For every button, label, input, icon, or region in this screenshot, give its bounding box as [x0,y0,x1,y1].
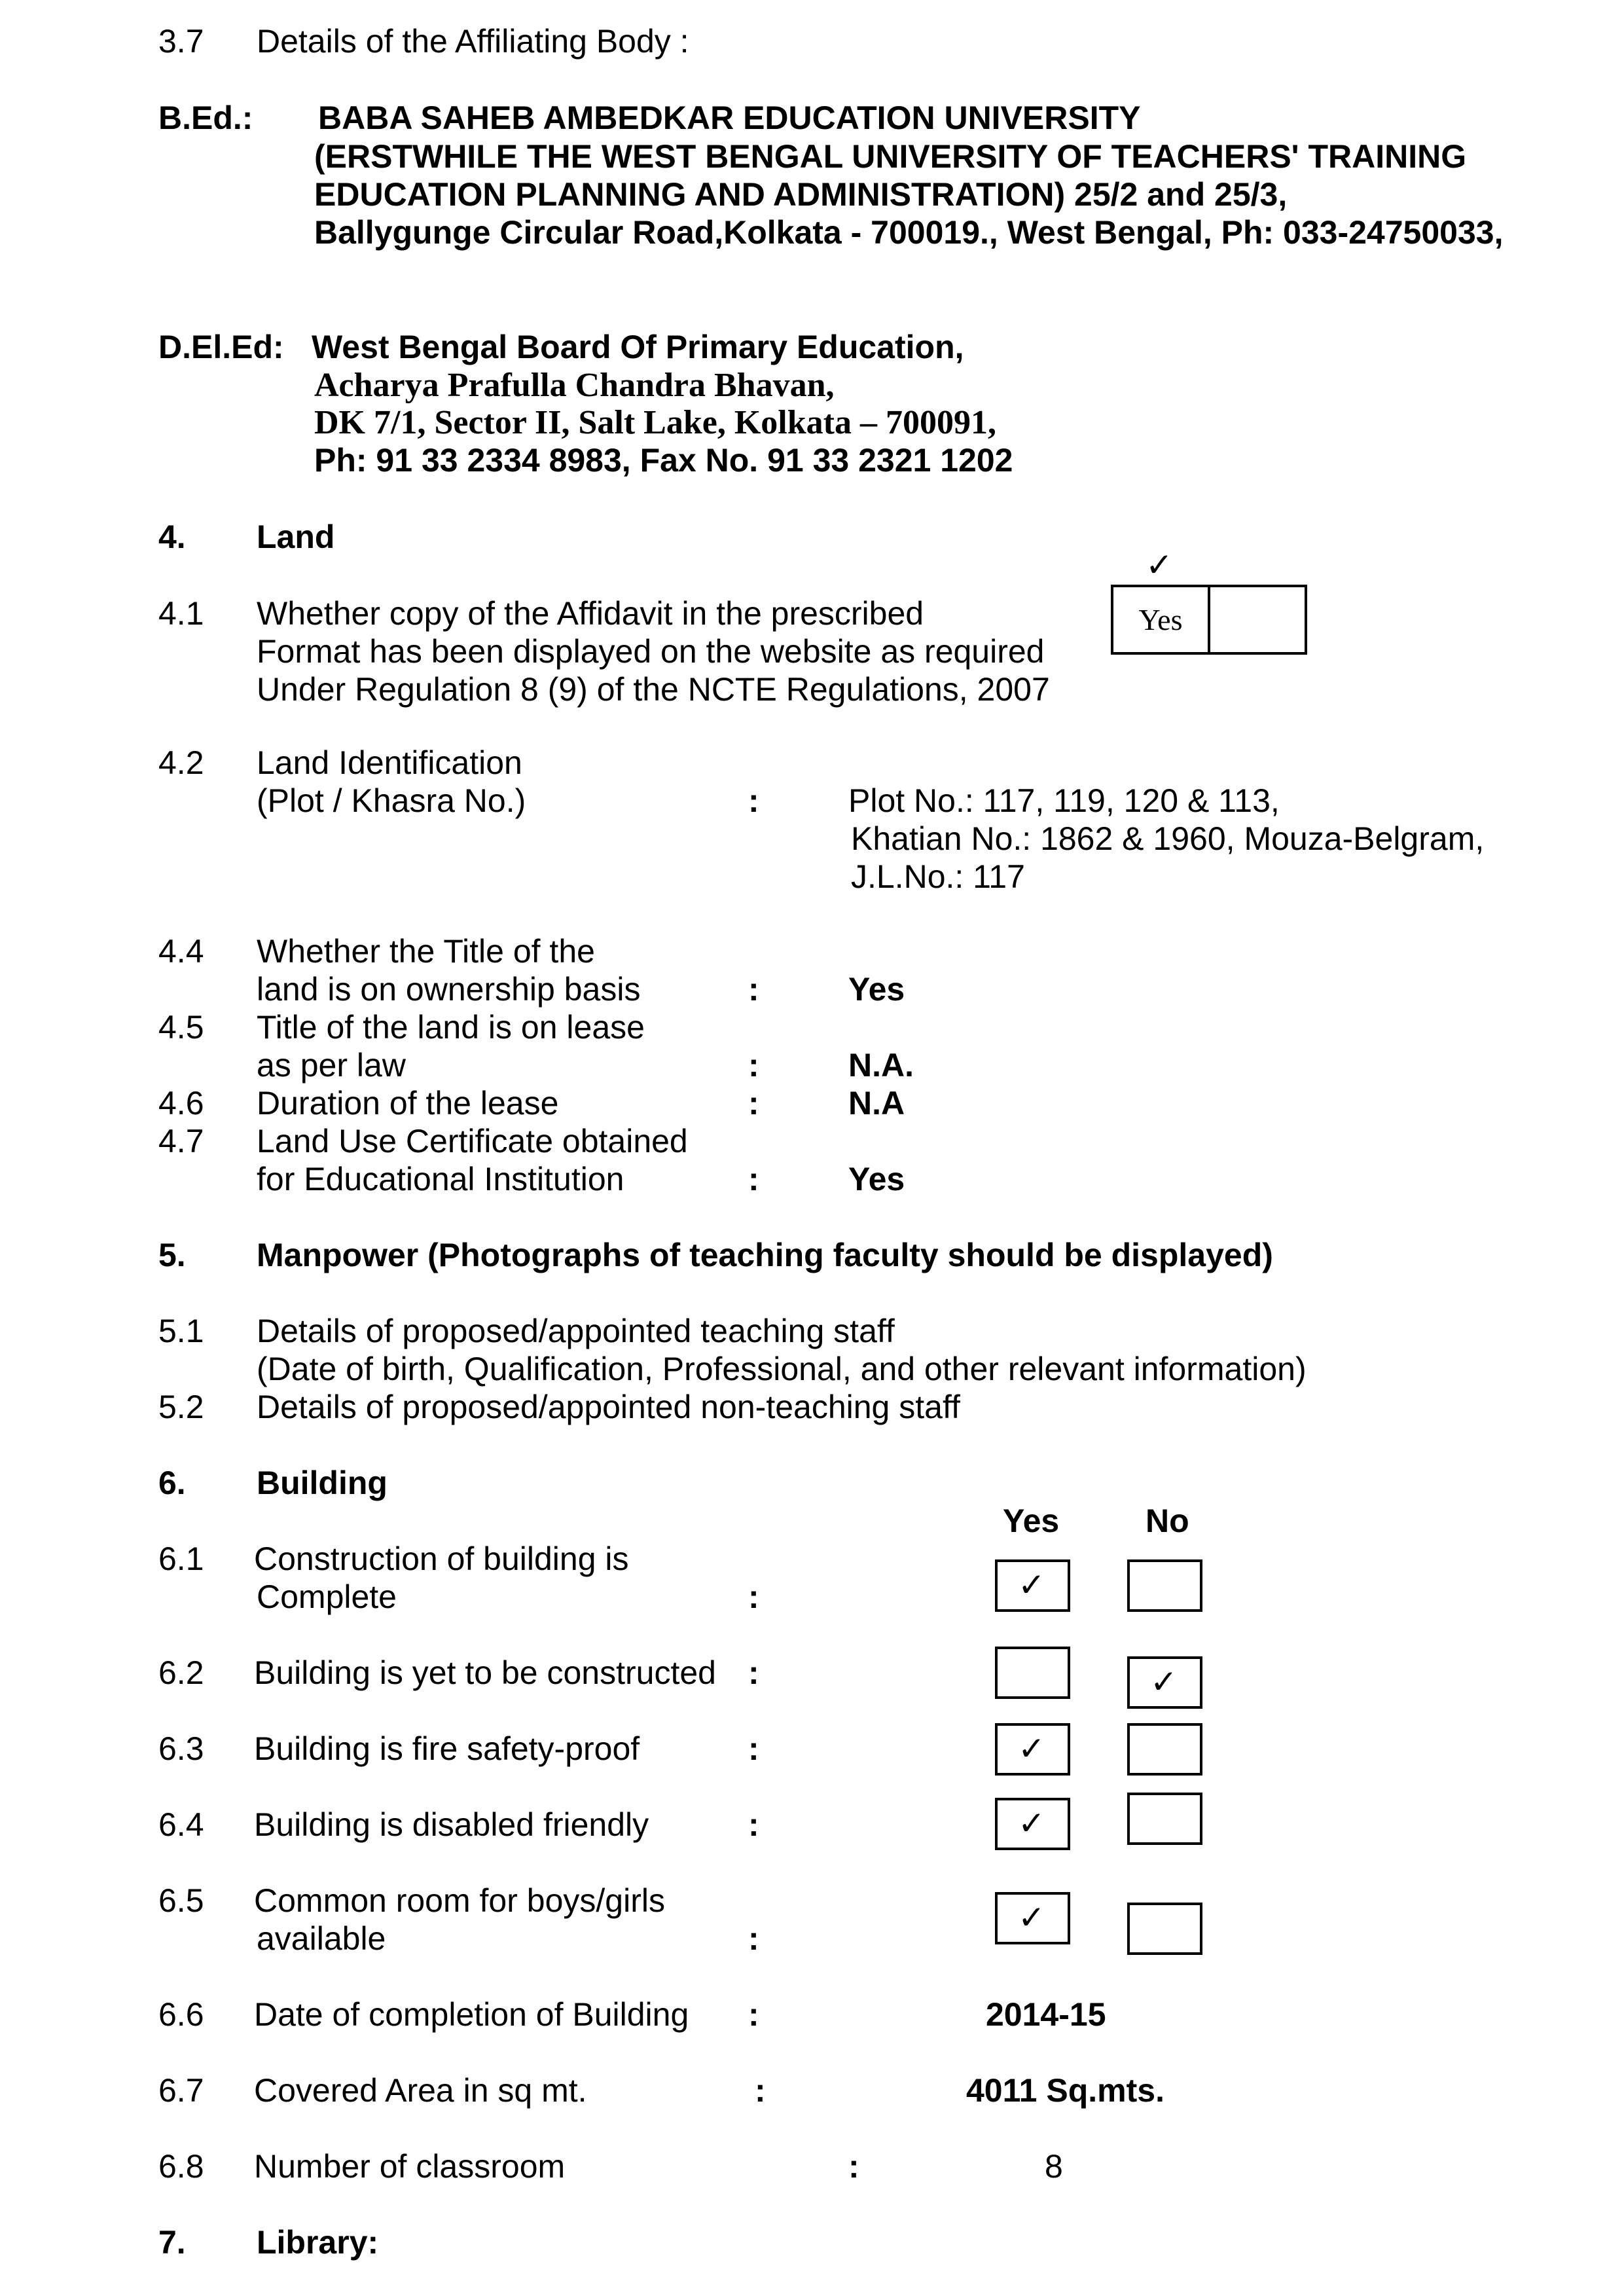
affidavit-yes-label: Yes [1138,603,1183,636]
plot-value-line: J.L.No.: 117 [851,858,1025,895]
section-5-1-line: Details of proposed/appointed teaching staff [257,1313,895,1349]
section-3-7-number: 3.7 [158,23,204,60]
section-6-title: Building [257,1465,388,1501]
section-4-7-colon: : [748,1161,759,1197]
section-6-8-label: Number of classroom [254,2148,566,2185]
section-6-1-line: Construction of building is [254,1540,629,1577]
section-7-number: 7. [158,2224,186,2261]
common-room-yes-check-icon: ✓ [1018,1899,1045,1937]
classroom-count-value: 8 [1045,2148,1063,2185]
building-no-header: No [1146,1503,1189,1539]
bed-address-line: BABA SAHEB AMBEDKAR EDUCATION UNIVERSITY [318,100,1141,136]
covered-area-value: 4011 Sq.mts. [966,2072,1164,2109]
section-4-1-line: Whether copy of the Affidavit in the prescribed [257,595,924,632]
common-room-no-checkbox [1127,1903,1202,1955]
plot-value-line: Plot No.: 117, 119, 120 & 113, [848,782,1280,819]
building-yes-header: Yes [1003,1503,1060,1539]
section-6-7-number: 6.7 [158,2072,204,2109]
bed-label: B.Ed.: [158,100,253,136]
section-6-4-number: 6.4 [158,1806,204,1843]
section-6-7-label: Covered Area in sq mt. [254,2072,587,2109]
bed-address-line: EDUCATION PLANNING AND ADMINISTRATION) 25/2 and 25/3, [314,176,1288,213]
section-6-5-number: 6.5 [158,1882,204,1919]
section-6-1-line: Complete [257,1578,397,1615]
section-4-1-line: Format has been displayed on the website as required [257,633,1045,670]
section-6-5-line: Common room for boys/girls [254,1882,665,1919]
plot-value-line: Khatian No.: 1862 & 1960, Mouza-Belgram, [851,820,1485,857]
section-4-4-line: land is on ownership basis [257,971,641,1008]
section-4-4-colon: : [748,971,759,1008]
section-6-5-colon: : [748,1920,759,1957]
section-4-7-number: 4.7 [158,1123,204,1159]
land-use-value: Yes [848,1161,905,1197]
deled-address-line: West Bengal Board Of Primary Education, [312,329,964,365]
deled-address-line: DK 7/1, Sector II, Salt Lake, Kolkata – 700091, [314,404,996,441]
section-4-4-number: 4.4 [158,933,204,970]
section-6-8-colon: : [848,2148,859,2185]
section-6-1-number: 6.1 [158,1540,204,1577]
affidavit-yes-box [1111,585,1307,655]
section-4-6-label: Duration of the lease [257,1085,559,1121]
section-4-6-colon: : [748,1085,759,1121]
section-6-6-label: Date of completion of Building [254,1996,689,2033]
section-4-5-colon: : [748,1047,759,1084]
section-4-2-colon: : [748,782,759,819]
section-4-number: 4. [158,519,186,555]
section-6-2-number: 6.2 [158,1654,204,1691]
section-4-5-line: as per law [257,1047,406,1084]
section-3-7-label: Details of the Affiliating Body : [257,23,689,60]
construction-complete-yes-check-icon: ✓ [1018,1566,1045,1604]
lease-value: N.A. [848,1047,914,1084]
section-4-2-number: 4.2 [158,744,204,781]
section-6-2-colon: : [748,1654,759,1691]
section-5-title: Manpower (Photographs of teaching faculty should be displayed) [257,1237,1273,1273]
disabled-friendly-yes-check-icon: ✓ [1018,1804,1045,1842]
section-4-6-number: 4.6 [158,1085,204,1121]
completion-date-value: 2014-15 [986,1996,1106,2033]
section-4-title: Land [257,519,335,555]
bed-address-line: (ERSTWHILE THE WEST BENGAL UNIVERSITY OF TEACHERS' TRAINING [314,138,1467,175]
section-5-2-number: 5.2 [158,1389,204,1425]
section-4-1-line: Under Regulation 8 (9) of the NCTE Regulations, 2007 [257,671,1050,708]
section-4-5-number: 4.5 [158,1009,204,1046]
section-6-4-label: Building is disabled friendly [254,1806,649,1843]
affidavit-empty-cell [1208,587,1305,652]
yet-to-construct-yes-checkbox [995,1647,1070,1699]
section-6-2-label: Building is yet to be constructed [254,1654,716,1691]
fire-safety-no-checkbox [1127,1723,1202,1776]
bed-address-line: Ballygunge Circular Road,Kolkata - 700019., West Bengal, Ph: 033-24750033, [314,214,1504,251]
deled-address-line: Ph: 91 33 2334 8983, Fax No. 91 33 2321 1202 [314,442,1013,479]
section-6-8-number: 6.8 [158,2148,204,2185]
section-6-6-colon: : [748,1996,759,2033]
construction-complete-no-checkbox [1127,1559,1202,1612]
section-5-1-number: 5.1 [158,1313,204,1349]
section-6-3-colon: : [748,1730,759,1767]
deled-label: D.El.Ed: [158,329,284,365]
section-6-7-colon: : [755,2072,766,2109]
lease-duration-value: N.A [848,1085,905,1121]
section-6-3-label: Building is fire safety-proof [254,1730,640,1767]
section-5-number: 5. [158,1237,186,1273]
section-5-2-label: Details of proposed/appointed non-teaching staff [257,1389,960,1425]
section-4-1-number: 4.1 [158,595,204,632]
section-4-2-line: Land Identification [257,744,522,781]
deled-address-line: Acharya Prafulla Chandra Bhavan, [314,367,835,404]
section-6-4-colon: : [748,1806,759,1843]
section-4-5-line: Title of the land is on lease [257,1009,645,1046]
affidavit-check-icon: ✓ [1146,546,1173,584]
section-6-6-number: 6.6 [158,1996,204,2033]
section-7-title: Library: [257,2224,379,2261]
disabled-friendly-no-checkbox [1127,1793,1202,1845]
section-5-1-line: (Date of birth, Qualification, Professional, and other relevant information) [257,1351,1307,1387]
fire-safety-yes-check-icon: ✓ [1018,1730,1045,1768]
section-6-3-number: 6.3 [158,1730,204,1767]
section-4-7-line: for Educational Institution [257,1161,624,1197]
section-4-7-line: Land Use Certificate obtained [257,1123,688,1159]
section-6-1-colon: : [748,1578,759,1615]
yet-to-construct-no-check-icon: ✓ [1150,1663,1178,1701]
section-6-number: 6. [158,1465,186,1501]
section-6-5-line: available [257,1920,386,1957]
section-4-2-line: (Plot / Khasra No.) [257,782,526,819]
section-4-4-line: Whether the Title of the [257,933,595,970]
ownership-value: Yes [848,971,905,1008]
